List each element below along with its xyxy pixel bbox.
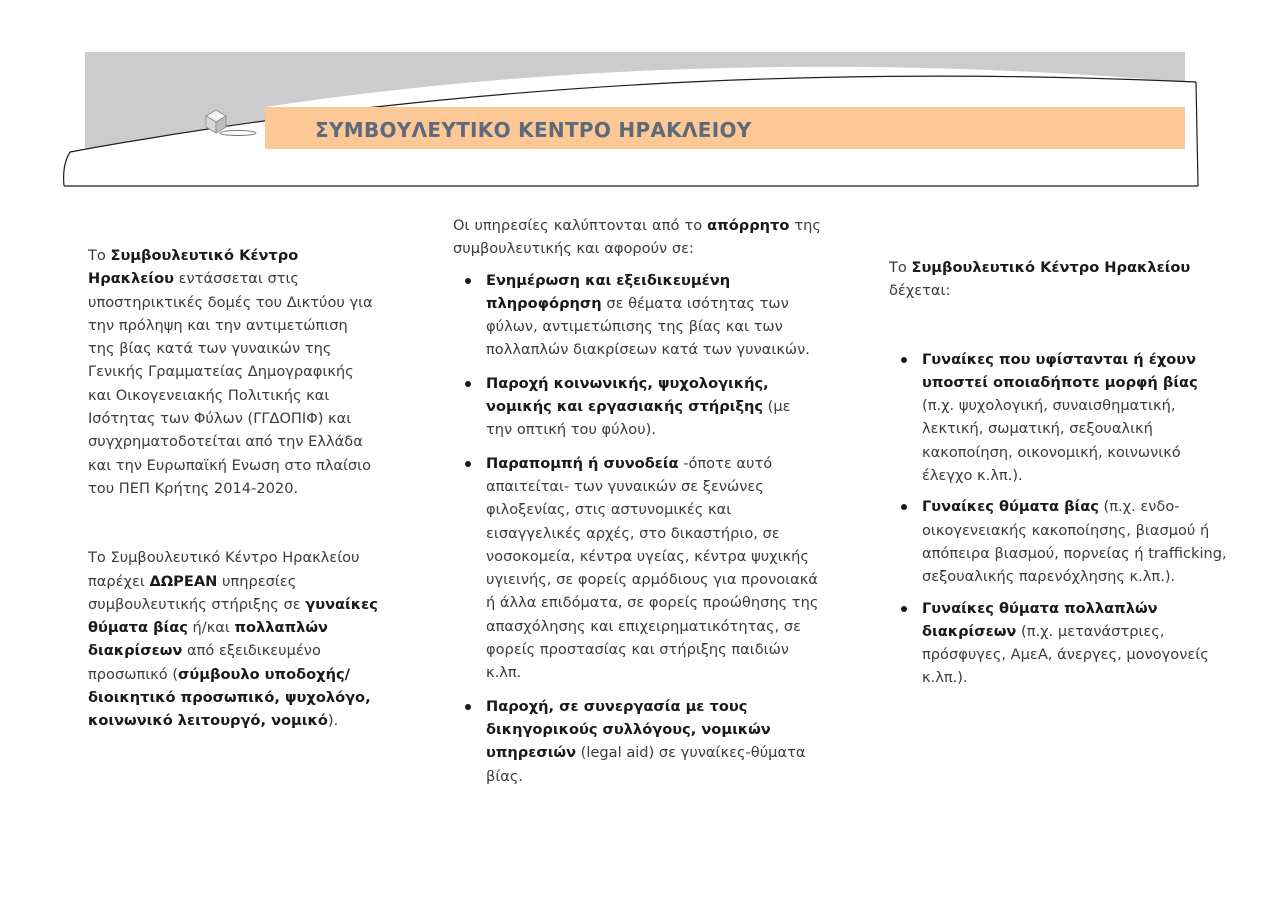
list-item bbox=[889, 348, 1234, 488]
text-run: (π.χ. μετανάστριες, πρόσφυγες, ΑμεΑ, άνεργες, μονογονείς κ.λπ.). bbox=[922, 622, 1209, 687]
beneficiaries-list bbox=[889, 348, 1234, 690]
bold-run: Συμβουλευτικό Κέντρο Ηρακλείου bbox=[911, 259, 1191, 276]
bold-run: Παροχή, σε συνεργασία με τους δικηγορικούς συλλόγους, νομικών υπηρεσιών bbox=[486, 697, 771, 762]
list-item bbox=[453, 372, 821, 442]
text-run: υπηρεσίες συμβουλευτικής στήριξης σε bbox=[88, 572, 306, 613]
column-beneficiaries bbox=[889, 256, 1234, 698]
services-paragraph bbox=[88, 546, 378, 732]
text-run: εντάσσεται στις υποστηρικτικές δομές του Δικτύου για την πρόληψη και την αντιμετώπιση της βίας κατά των γυναικών της Γενικής Γραμματείας Δημογραφικής και Οικογενειακής Πολιτικής και Ισότητας των Φύλων (ΓΓΔΟΠΙΦ) και συγχρηματοδοτείται από την Ελλάδα και την Ευρωπαϊκή Ενωση στο πλαίσιο του ΠΕΠ Κρήτης 2014-2020. bbox=[88, 270, 373, 497]
text-run: από εξειδικευμένο προσωπικό ( bbox=[88, 642, 321, 683]
text-run: Το Συμβουλευτικό Κέντρο Ηρακλείου παρέχει bbox=[88, 549, 360, 590]
column-services bbox=[453, 214, 821, 798]
header-graphic bbox=[0, 0, 1280, 200]
text-run: Οι υπηρεσίες καλύπτονται από το bbox=[453, 217, 708, 234]
text-run: (π.χ. ψυχολογική, συναισθηματική, λεκτική, σωματική, σεξουαλική κακοποίηση, οικονομική, κοινωνικό έλεγχο κ.λπ.). bbox=[922, 397, 1181, 485]
text-run: ). bbox=[327, 712, 339, 730]
text-run: δέχεται: bbox=[889, 282, 951, 300]
header-banner bbox=[0, 0, 1280, 200]
text-run: Το bbox=[889, 259, 912, 276]
bold-run: γυναίκες θύματα βίας bbox=[88, 595, 378, 637]
text-run: σε θέματα ισότητας των φύλων, αντιμετώπισης της βίας και των πολλαπλών διακρίσεων κατά των γυναικών. bbox=[486, 294, 810, 359]
list-item bbox=[889, 495, 1234, 588]
list-item bbox=[453, 695, 821, 788]
bold-run: απόρρητο bbox=[707, 217, 790, 234]
services-intro bbox=[453, 214, 821, 261]
title-bar bbox=[265, 107, 1185, 149]
list-item bbox=[453, 452, 821, 685]
text-run: της συμβουλευτικής και αφορούν σε: bbox=[453, 217, 821, 258]
beneficiaries-intro bbox=[889, 256, 1234, 303]
page-title: ΣΥΜΒΟΥΛΕΥΤΙΚΟ ΚΕΝΤΡΟ ΗΡΑΚΛΕΙΟΥ bbox=[315, 118, 752, 142]
text-run: (με την οπτική του φύλου). bbox=[486, 398, 791, 439]
about-paragraph bbox=[88, 244, 378, 500]
text-run: (legal aid) σε γυναίκες-θύματα βίας. bbox=[486, 744, 806, 785]
list-item bbox=[889, 597, 1234, 690]
bold-run: πολλαπλών διακρίσεων bbox=[88, 619, 328, 660]
bold-run: Παροχή κοινωνικής, ψυχολογικής, νομικής και εργασιακής στήριξης bbox=[486, 374, 769, 416]
services-list bbox=[453, 269, 821, 788]
bold-run: Συμβουλευτικό Κέντρο Ηρακλείου bbox=[88, 247, 299, 288]
text-run: ή/και bbox=[187, 619, 235, 637]
bold-run: Ενημέρωση και εξειδικευμένη πληροφόρηση bbox=[486, 271, 731, 312]
bold-run: Γυναίκες θύματα πολλαπλών διακρίσεων bbox=[922, 599, 1158, 640]
text-run: Το bbox=[88, 247, 111, 264]
list-item bbox=[453, 269, 821, 362]
bold-run: Παραπομπή ή συνοδεία bbox=[486, 454, 679, 472]
bold-run: ΔΩΡΕΑΝ bbox=[149, 572, 218, 590]
bold-run: Γυναίκες θύματα βίας bbox=[922, 498, 1099, 516]
bold-run: Γυναίκες που υφίστανται ή έχουν υποστεί οποιαδήποτε μορφή βίας bbox=[922, 350, 1198, 391]
text-run: (π.χ. ενδο-οικογενειακής κακοποίησης, βιασμού ή απόπειρα βιασμού, πορνείας ή trafficking, σεξουαλικής παρενόχλησης κ.λπ.). bbox=[922, 498, 1227, 586]
bold-run: σύμβουλο υποδοχής/ διοικητικό προσωπικό, ψυχολόγο, κοινωνικό λειτουργό, νομικό bbox=[88, 665, 371, 730]
text-run: -όποτε αυτό απαιτείται- των γυναικών σε ξενώνες φιλοξενίας, στις αστυνομικές και εισαγγελικές αρχές, στο δικαστήριο, σε νοσοκομεία, κέντρα υγείας, κέντρα ψυχικής υγιεινής, σε φορείς αρμόδιους για προνοιακά ή άλλα επιδόματα, σε φορείς προώθησης της απασχόλησης και επιχειρηματικότητας, σε φορείς προστασίας και στήριξης παιδιών κ.λπ. bbox=[486, 454, 819, 682]
column-about bbox=[88, 244, 378, 733]
